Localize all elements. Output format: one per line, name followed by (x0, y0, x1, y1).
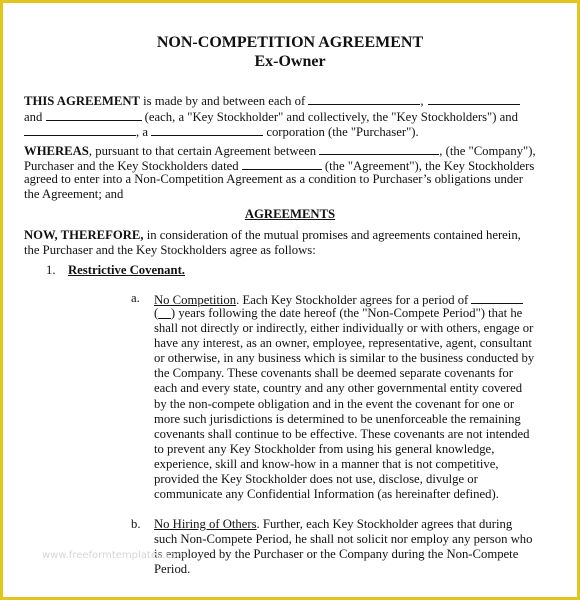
blank-field[interactable] (242, 157, 322, 170)
para3-line1: NOW, THEREFORE, in consideration of the mutual promises and agreements contained herein, (24, 228, 521, 242)
para1-lead: THIS AGREEMENT (24, 94, 140, 108)
para2-line4: the Agreement; and (24, 187, 124, 201)
blank-field[interactable]: __ (158, 306, 171, 320)
item-a-line1: No Competition. Each Key Stockholder agrees for a period of (154, 291, 523, 308)
watermark: www.freeformtemplates.com (42, 550, 187, 561)
para2-lead: WHEREAS (24, 144, 89, 158)
item-b-title: No Hiring of Others (154, 517, 257, 531)
blank-field[interactable] (319, 142, 439, 155)
para2-line1: WHEREAS, pursuant to that certain Agreement between , (the "Company"), (24, 144, 536, 158)
para3-lead: NOW, THEREFORE, (24, 228, 144, 242)
body-line: Period. (154, 562, 191, 577)
para1-line2: and (each, a "Key Stockholder" and collectively, the "Key Stockholders") and (24, 110, 518, 124)
blank-field[interactable] (471, 291, 523, 304)
body-line: experience, skill and know-how in a manner that is not competitive, (154, 456, 499, 471)
body-line: by the non-compete obligation and in the event the covenant for one or (154, 396, 515, 411)
blank-field[interactable] (308, 92, 420, 105)
blank-field[interactable] (24, 123, 136, 136)
body-line: the Company. These covenants shall be deemed separate covenants for (154, 366, 513, 381)
body-line: shall not directly or indirectly, either individually or with others, engage or (154, 321, 534, 335)
document-subtitle: Ex-Owner (254, 53, 326, 70)
body-line: have any interest, as an owner, employee, representative, agent, consultant (154, 336, 532, 351)
body-line: provided the Key Stockholder does not use, disclose, divulge or (154, 472, 478, 486)
para1-line3: , a corporation (the "Purchaser"). (24, 123, 419, 140)
item-b-letter: b. (131, 517, 141, 531)
item-b-line1: No Hiring of Others. Further, each Key Stockholder agrees that during (154, 517, 513, 531)
body-line: such Non-Compete Period, he shall not solicit nor employ any person who (154, 532, 533, 546)
para3-line2: the Purchaser and the Key Stockholders agree as follows: (24, 243, 316, 257)
blank-field[interactable] (428, 92, 520, 105)
body-line: is employed by the Purchaser or the Company during the Non-Compete (154, 547, 519, 562)
document-title: NON-COMPETITION AGREEMENT (156, 34, 424, 51)
section-heading: AGREEMENTS (244, 207, 336, 221)
item-a-title: No Competition (154, 293, 237, 307)
body-line: or otherwise, in any business which is similar to the business conducted by (154, 351, 535, 366)
body-line: each and every state, country and any other governmental entity covered (154, 381, 523, 396)
section-1-title: Restrictive Covenant. (68, 263, 185, 277)
body-line: more such jurisdictions is determined to be unenforceable the remaining (154, 411, 521, 426)
body-line: to prevent any Key Stockholder from using his general knowledge, (154, 441, 495, 456)
body-line: covenants shall continue to be effective. These covenants are not intended (154, 426, 530, 441)
section-1-number: 1. (46, 263, 56, 277)
body-line: communicate any Confidential Information (as hereinafter defined). (154, 487, 499, 502)
item-a-line2: (__) years following the date hereof (the "Non-Compete Period") that he (154, 306, 523, 320)
para2-line2: Purchaser and the Key Stockholders dated (the "Agreement"), the Key Stockholders (24, 159, 535, 173)
blank-field[interactable] (151, 123, 263, 136)
para1-line1: THIS AGREEMENT is made by and between each of , (24, 92, 520, 109)
para2-line3: agreed to enter into a Non-Competition Agreement as a condition to Purchaser’s obligations under (24, 172, 524, 186)
item-a-letter: a. (131, 291, 140, 305)
blank-field[interactable] (46, 108, 142, 121)
